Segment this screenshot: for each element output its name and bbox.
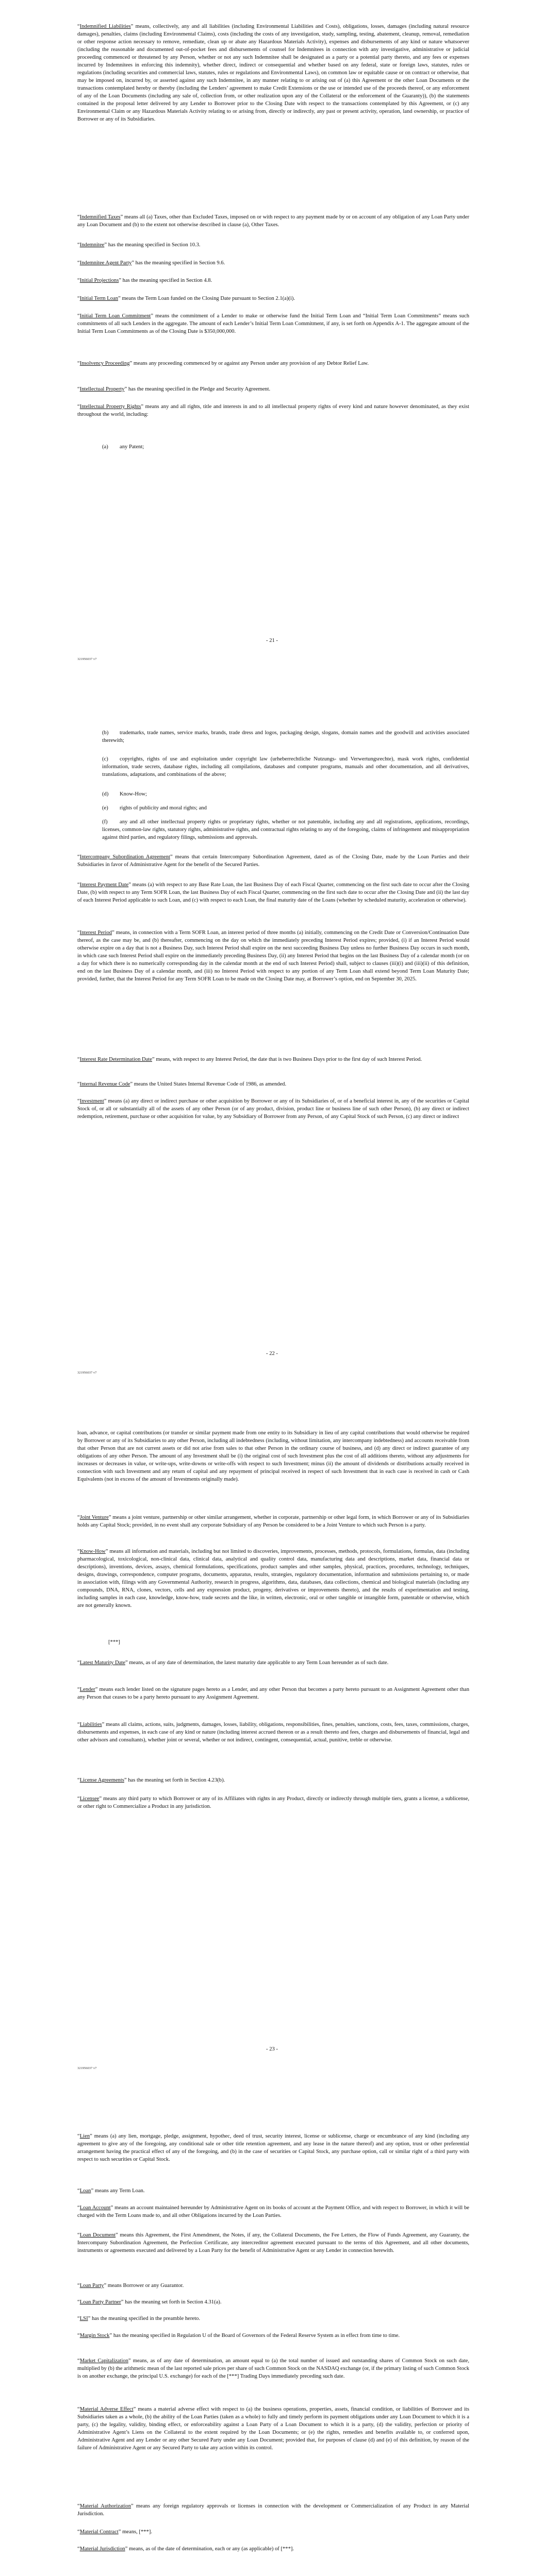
defined-term: Indemnitee [79,242,105,248]
defined-term: Loan [79,2188,91,2194]
page-number: - 23 - [266,2046,278,2052]
document-id: 321956037 v7 [77,1371,97,1375]
defined-term: Initial Projections [79,278,119,283]
page-number: - 21 - [266,638,278,643]
document-id: 321956037 v7 [77,657,97,661]
page-21 [0,0,544,703]
definition-insolvency-proceeding: “Insolvency Proceeding” means any proceeding commenced by or against any Person under any provision of any Debtor Relief Law. [77,361,369,366]
defined-term: Indemnitee Agent Party [79,260,132,266]
redaction-marker: [***] [108,1639,120,1645]
defined-term: Loan Party [79,2283,104,2289]
defined-term: Interest Payment Date [79,882,129,888]
definition-continuation: loan, advance, or capital contributions (or transfer or similar payment made from one entity to its Subsidiary in lieu of any capital contributions that would otherwise be required by Borrower or any of its Subsidiaries to any other Person, including all indebtedness (including, without limitation, any intercompany indebtedness) and accounts receivable from that other Person that are not current assets or did not arise from sales to that other Person in the ordinary course of business, and (d) any direct or indirect guarantee of any obligations of any other Person. The amount of any Investment shall be (i) the original cost of such Investment plus the cost of all additions thereto, without any adjustments for increases or decreases in value, or write-ups, write-downs or write-offs with respect to such Investment; minus (ii) the amount of dividends or distributions actually received in connection with such Investment and any return of capital and any repayment of principal received in respect of such Investment that in each case is received in cash or Cash Equivalents (not in excess of the amount of Investments originally made). [77,1430,469,1483]
definition-latest-maturity-date: “Latest Maturity Date” means, as of any date of determination, the latest maturity date applicable to any Term Loan hereunder as of such date. [77,1660,389,1666]
definition-know-how: “Know-How” means all information and materials, including but not limited to discoveries, improvements, processes, methods, protocols, formulations, formulas, data (including pharmacological, toxicological, non-clinical data, clinical data, analytical and quality control data, manufacturing data and descriptions, market data, financial data or descriptions), inventions, devices, assays, chemical formulations, specifications, product samples and other samples, physical, practices, procedures, technology, techniques, designs, drawings, correspondence, computer programs, documents, apparatus, results, strategies, regulatory documentation, information and submissions pertaining to, or made in association with, filings with any Governmental Authority, research in progress, algorithms, data, databases, data collections, chemical and biological materials (including any compounds, DNA, RNA, clones, vectors, cells and any expression product, progeny, derivatives or improvements thereto), and the results of experimentation and testing, including samples in each case, knowledge, know-how, trade secrets and the like, in written, electronic, oral or other tangible or intangible form, patentable or otherwise, which are not generally known. [77,1549,469,1609]
definition-investment: “Investment” means (a) any direct or indirect purchase or other acquisition by Borrower or any of its Subsidiaries of, or of a beneficial interest in, any of the securities or Capital Stock of, or all or substantially all of the assets of any other Person (or of any product, division, product line or business line of such other Person), (b) any direct or indirect redemption, retirement, purchase or other acquisition for value, by any Subsidiary of Borrower from any Person, of any Capital Stock of such Person, (c) any direct or indirect [77,1098,469,1120]
defined-term: Loan Party Partner [79,2299,121,2305]
defined-term: Interest Period [79,930,112,936]
page-24 [0,2110,544,2576]
definition-material-contract: “Material Contract” means, [***]. [77,2529,153,2535]
definition-interest-payment-date: “Interest Payment Date” means (a) with respect to any Base Rate Loan, the last Business Day of each Fiscal Quarter, commencing on the first such date to occur after the Closing Date, (b) with respect to any Term SOFR Loan, the last Business Day of each Fiscal Quarter, commencing on the first such date to occur after the Closing Date and (ii) the last day of each Interest Period applicable to such Loan, and (c) with respect to each Loan, the final maturity date of the Loans (whether by scheduled maturity, acceleration or otherwise). [77,882,469,904]
definition-intellectual-property: “Intellectual Property” has the meaning specified in the Pledge and Security Agreement. [77,386,271,392]
definition-indemnified-taxes: “Indemnified Taxes” means all (a) Taxes, other than Excluded Taxes, imposed on or with respect to any payment made by or on account of any obligation of any Loan Party under any Loan Document and (b) to the extent not otherwise described in clause (a), Other Taxes. [77,214,469,228]
defined-term: Lien [79,2133,90,2139]
definition-initial-term-loan-commitment: “Initial Term Loan Commitment” means the commitment of a Lender to make or otherwise fund the Initial Term Loan and “Initial Term Loan Commitments” means such commitments of all such Lenders in the aggregate. The amount of each Lender’s Initial Term Loan Commitment, if any, is set forth on Appendix A-1. The aggregate amount of the Initial Term Loan Commitments as of the Closing Date is $350,000,000. [77,313,470,335]
defined-term: Market Capitalization [79,2358,128,2364]
list-item: (e) rights of publicity and moral rights; and [102,805,207,811]
definition-loan: “Loan” means any Term Loan. [77,2188,145,2194]
defined-term: Indemnified Taxes [79,214,121,220]
defined-term: Interest Rate Determination Date [79,1057,153,1062]
defined-term: Know-How [79,1549,106,1554]
definition-lender: “Lender” means each lender listed on the signature pages hereto as a Lender, and any other Person that becomes a party hereto pursuant to an Assignment Agreement other than any Person that ceases to be a party hereto pursuant to any Assignment Agreement. [77,1687,469,1701]
defined-term: Material Jurisdiction [79,2546,125,2552]
page-23 [0,1406,544,2110]
definition-indemnitee-agent-party: “Indemnitee Agent Party” has the meaning specified in Section 9.6. [77,260,225,266]
defined-term: Indemnified Liabilities [79,24,131,29]
list-item: (d) Know-How; [102,791,147,797]
definition-material-jurisdiction: “Material Jurisdiction” means, as of the date of determination, each or any (as applicable) of [***]. [77,2546,294,2552]
definition-loan-document: “Loan Document” means this Agreement, the First Amendment, the Notes, if any, the Collateral Documents, the Fee Letters, the Flow of Funds Agreement, any Guaranty, the Intercompany Subordination Agreement, the Perfection Certificate, any intercreditor agreement executed pursuant to the terms of this Agreement, and all other documents, instruments or agreements executed and delivered by a Loan Party for the benefit of Administrative Agent or any Lender in connection herewith. [77,2232,470,2254]
defined-term: Margin Stock [79,2333,110,2338]
defined-term: Joint Venture [79,1515,109,1520]
definition-interest-period: “Interest Period” means, in connection with a Term SOFR Loan, an interest period of three months (a) initially, commencing on the Credit Date or Conversion/Continuation Date thereof, as the case may be, and (b) thereafter, commencing on the day on which the immediately preceding Interest Period expires; provided, (i) if an Interest Period would otherwise expire on a day that is not a Business Day, such Interest Period shall expire on the next succeeding Business Day unless no further Business Day occurs in such month, in which case such Interest Period shall expire on the immediately preceding Business Day, (ii) any Interest Period that begins on the last Business Day of a calendar month (or on a day for which there is no numerically corresponding day in the calendar month at the end of such Interest Period) shall, subject to clauses (iii)(i) and (iii)(ii) of this definition, end on the last Business Day of a calendar month, and (iii) no Interest Period with respect to any portion of any Term Loan shall extend beyond Term Loan Maturity Date; provided, further, that the Interest Period for any Term SOFR Loan to be made on the Closing Date may, at Borrower’s option, end on September 30, 2025. [77,930,469,982]
list-item: (f) any and all other intellectual property rights or proprietary rights, whether or not patentable, including any and all registrations, applications, recordings, licenses, common-law rights, statutory rights, administrative rights, and contractual rights relating to any of the foregoing, claims of infringement and misappropriation against third parties, and regulatory filings, submissions and approvals. [102,819,469,841]
definition-lien: “Lien” means (a) any lien, mortgage, pledge, assignment, hypothec, deed of trust, security interest, license or sublicense, charge or encumbrance of any kind (including any agreement to give any of the foregoing, any conditional sale or other title retention agreement, and any lease in the nature thereof) and any option, trust or other preferential arrangement having the practical effect of any of the foregoing, and (b) in the case of securities or Capital Stock, any purchase option, call or similar right of a third party with respect to such securities or Capital Stock. [77,2133,469,2163]
document-id: 321956037 v7 [77,2066,97,2070]
defined-term: Loan Account [79,2205,111,2211]
definition-material-adverse-effect: “Material Adverse Effect” means a material adverse effect with respect to (a) the business operations, properties, assets, financial condition, or liabilities of Borrower and its Subsidiaries taken as a whole, (b) the ability of the Loan Parties (taken as a whole) to fully and timely perform its payment obligations under any Loan Document to which it is a party, (c) the legality, validity, binding effect, or enforceability against a Loan Party of a Loan Document to which it is a party, (d) the validity, perfection or priority of Administrative Agent’s Liens on the Collateral to the extent required by the Loan Documents; or (e) the rights, remedies and benefits available to, or conferred upon, Administrative Agent and any Lender or any other Secured Party under any Loan Document; provided that, for purposes of clause (d) and (e) of this definition, by reason of the failure of Administrative Agent or any Secured Party to take any action within its control. [77,2406,469,2451]
definition-loan-party: “Loan Party” means Borrower or any Guarantor. [77,2283,184,2289]
defined-term: Material Authorization [79,2503,131,2509]
defined-term: Liabilities [79,1722,102,1727]
defined-term: Investment [79,1098,104,1104]
page-22 [0,703,544,1406]
defined-term: LSI [79,2316,88,2321]
defined-term: Loan Document [79,2232,116,2238]
definition-intellectual-property-rights: “Intellectual Property Rights” means any and all rights, title and interests in and to all intellectual property rights of every kind and nature however denominated, as they exist throughout the world, including: [77,404,469,418]
list-item: (c) copyrights, rights of use and exploitation under copyright law (urheberrechtliche Nutzungs- und Verwertungsrechte), mask work rights, confidential information, trade secrets, database rights, including all compilations, databases and computer programs, manuals and other documentation, and all derivatives, translations, adaptations, and combinations of the above; [102,756,469,778]
definition-liabilities: “Liabilities” means all claims, actions, suits, judgments, damages, losses, liability, obligations, responsibilities, fines, penalties, sanctions, costs, fees, taxes, commissions, charges, disbursements and expenses, in each case of any kind or nature (including interest accrued thereon or as a result thereto and fees, charges and disbursements of financial, legal and other advisors and consultants), whether joint or several, whether or not indirect, contingent, consequential, actual, punitive, treble or otherwise. [77,1722,469,1743]
defined-term: License Agreements [79,1777,124,1783]
definition-internal-revenue-code: “Internal Revenue Code” means the United States Internal Revenue Code of 1986, as amended. [77,1081,287,1087]
defined-term: Intellectual Property Rights [79,404,141,410]
definition-joint-venture: “Joint Venture” means a joint venture, partnership or other similar arrangement, whether in corporate, partnership or other legal form, in which Borrower or any of its Subsidiaries holds any Capital Stock; provided, in no event shall any corporate Subsidiary of any Person be considered to be a Joint Venture to which such Person is a party. [77,1515,469,1529]
definition-initial-projections: “Initial Projections” has the meaning specified in Section 4.8. [77,278,212,283]
defined-term: Lender [79,1687,95,1692]
definition-indemnitee: “Indemnitee” has the meaning specified in Section 10.3. [77,242,201,248]
list-item: (a) any Patent; [102,444,144,450]
definition-market-capitalization: “Market Capitalization” means, as of any date of determination, an amount equal to (a) the total number of issued and outstanding shares of Common Stock on such date, multiplied by (b) the arithmetic mean of the last reported sale prices per share of such Common Stock on the NASDAQ exchange (or, if the primary listing of such Common Stock is on another exchange, the principal U.S. exchange) for each of the [***] Trading Days immediately preceding such date. [77,2358,469,2380]
defined-term: Initial Term Loan Commitment [79,313,151,319]
defined-term: Material Adverse Effect [79,2406,134,2412]
defined-term: Licensee [79,1796,100,1802]
list-item: (b) trademarks, trade names, service marks, brands, trade dress and logos, packaging design, slogans, domain names and the goodwill and activities associated therewith; [102,730,469,744]
defined-term: Intellectual Property [79,386,125,392]
defined-term: Intercompany Subordination Agreement [79,854,170,860]
defined-term: Initial Term Loan [79,296,119,301]
definition-licensee: “Licensee” means any third party to which Borrower or any of its Affiliates with rights in any Product, directly or indirectly through multiple tiers, grants a license, a sublicense, or other right to Commercialize a Product in any jurisdiction. [77,1796,469,1810]
defined-term: Internal Revenue Code [79,1081,130,1087]
definition-loan-account: “Loan Account” means an account maintained hereunder by Administrative Agent on its books of account at the Payment Office, and with respect to Borrower, in which it will be charged with the Term Loans made to, and all other Obligations incurred by the Loan Parties. [77,2205,469,2219]
definition-indemnified-liabilities: “Indemnified Liabilities” means, collectively, any and all liabilities (including Environmental Liabilities and Costs), obligations, losses, damages (including natural resource damages), penalties, claims (including Environmental Claims), costs (including the costs of any investigation, study, sampling, testing, abatement, cleanup, removal, remediation or other response action necessary to remove, remediate, clean up or abate any Hazardous Materials Activity), expenses and disbursements of any kind or nature whatsoever (including the reasonable and documented out-of-pocket fees and disbursements of counsel for Indemnitees in connection with any investigative, administrative or judicial proceeding commenced or threatened by any Person, whether or not any such Indemnitee shall be designated as a party or a potential party thereto, and any fees or expenses incurred by Indemnitees in enforcing this indemnity), whether direct, indirect or consequential and whether based on any federal, state or foreign laws, statutes, rules or regulations (including securities and commercial laws, statutes, rules or regulations and Environmental Laws), on common law or equitable cause or on contract or otherwise, that may be imposed on, incurred by, or asserted against any such Indemnitee, in any manner relating to or arising out of (a) this Agreement or the other Loan Documents or the transactions contemplated hereby or thereby (including the Lenders’ agreement to make Credit Extensions or the use or intended use of the proceeds thereof, or any enforcement of any of the Loan Documents (including any sale of, collection from, or other realization upon any of the Collateral or the enforcement of the Guaranty)), (b) the statements contained in the proposal letter delivered by any Lender to Borrower prior to the Closing Date with respect to the transactions contemplated by this Agreement, or (c) any Environmental Claim or any Hazardous Materials Activity relating to or arising from, directly or indirectly, any past or present activity, operation, land ownership, or practice of Borrower or any of its Subsidiaries. [77,24,469,123]
defined-term: Insolvency Proceeding [79,361,130,366]
definition-license-agreements: “License Agreements” has the meaning set forth in Section 4.23(b). [77,1777,225,1783]
definition-lsi: “LSI” has the meaning specified in the preamble hereto. [77,2316,200,2321]
definition-interest-rate-determination-date: “Interest Rate Determination Date” means, with respect to any Interest Period, the date that is two Business Days prior to the first day of such Interest Period. [77,1057,422,1062]
definition-initial-term-loan: “Initial Term Loan” means the Term Loan funded on the Closing Date pursuant to Section 2.1(a)(i). [77,296,295,301]
definition-margin-stock: “Margin Stock” has the meaning specified in Regulation U of the Board of Governors of the Federal Reserve System as in effect from time to time. [77,2333,400,2338]
page-number: - 22 - [266,1351,278,1357]
defined-term: Material Contract [79,2529,119,2535]
defined-term: Latest Maturity Date [79,1660,125,1666]
definition-loan-party-partner: “Loan Party Partner” has the meaning set forth in Section 4.31(a). [77,2299,222,2305]
definition-material-authorization: “Material Authorization” means any foreign regulatory approvals or licenses in connection with the development or Commercialization of any Product in any Material Jurisdiction. [77,2503,470,2517]
definition-intercompany-subordination-agreement: “Intercompany Subordination Agreement” means that certain Intercompany Subordination Agreement, dated as of the Closing Date, made by the Loan Parties and their Subsidiaries in favor of Administrative Agent for the benefit of the Secured Parties. [77,854,469,868]
